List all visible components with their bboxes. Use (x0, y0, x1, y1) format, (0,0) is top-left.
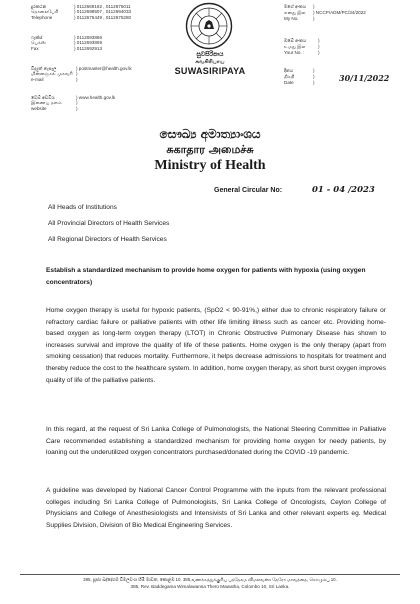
my-number-value: ) (313, 16, 315, 22)
reference-label: உமது இல (284, 44, 306, 50)
your-number-value: ) (318, 38, 320, 43)
email-value: ) postmaster@health.gov.lk (76, 66, 132, 71)
contact-label: Telephone (31, 14, 53, 20)
circular-label: General Circular No: (214, 187, 283, 194)
addressee-line: All Regional Directors of Health Services (48, 236, 167, 243)
footer-address-local: 385, පූජ්‍ය බද්දේගම විමලවංශ හිමි මාවත, කොළඹ 10. 385,வணக்கத்துக்குரிய பத்தேகம விமலவன்ச தேரோ மாவத்தை, கொழும்பு 10. (83, 577, 337, 582)
ministry-title-english: Ministry of Health (154, 158, 266, 173)
fax-value: ) 0112693866 (74, 35, 103, 40)
contact-label: தொலைபேசி (31, 9, 59, 15)
ministry-name-sinhala-small: සුවසිරිපාය (196, 51, 224, 58)
ministry-title-sinhala: සෞඛ්‍ය අමාත්‍යාංශය (159, 127, 261, 141)
footer-divider (20, 574, 400, 575)
date-label: Date (284, 80, 294, 86)
your-number-value: ) (318, 44, 320, 50)
date-value: ) (313, 80, 315, 86)
ministry-title-tamil: சுகாதார அமைச்சு (166, 143, 254, 156)
subject-heading: Establish a standardized mechanism to provide home oxygen for patients with hypoxia (using oxygen concentrators) (46, 267, 366, 286)
website-value: ) www.health.gov.lk (76, 95, 116, 100)
my-number-value: ) NCCP/ADM/PC/34/2022 (313, 10, 366, 16)
reference-label: எனது இல (284, 10, 306, 16)
telephone-value: ) 0112675449 , 0112675280 (74, 14, 132, 20)
contact-label: பெக்ஸ் (31, 40, 46, 46)
date-value: ) (313, 74, 315, 80)
body-paragraph: Home oxygen therapy is useful for hypoxic patients, (SpO2 < 90-91%,) either due to chronic respiratory failure or refractory cardiac failure or palliative patients with other life limiting illness such as cancer etc. Providing home-based oxygen as long-term oxygen therapy (LTOT) in Chronic Obstructive Pulmonary Disease has shown to increases survival and improve the quality of life of these patients. Home oxygen is the only therapy (apart from smoking cessation) that reduces mortality. Furthermore, it helps decrease admissions to hospitals for treatment and thereby reduce the cost to the healthcare system. In addition, home oxygen therapy, as short burst oxygen improves quality of life of the palliative patients. (46, 307, 386, 384)
contact-label: ෆැක්ස් (31, 35, 43, 40)
telephone-value: ) 0112669192 , 0112675011 (74, 4, 131, 9)
contact-label: இணைய தளம் (31, 100, 62, 106)
date-label: திகதி (284, 74, 295, 80)
website-value: ) (76, 100, 78, 106)
reference-label: ඔබේ අංකය (284, 38, 307, 43)
contact-label: மின்னஞ்சல் முகவரி (31, 71, 73, 77)
contact-label: e-mail (31, 76, 44, 82)
ministry-name-tamil-small: சுவசிரிபாய (195, 59, 225, 65)
contact-label: Fax (31, 45, 39, 51)
body-paragraph: A guideline was developed by National Cancer Control Programme with the inputs from the relevant professional colleges including Sri Lanka College of Pulmonologists, Sri Lanka College of Oncologists, Ceylon College of Physicians and College of Anesthesiologists and Intensivists of Sri Lanka and other relevant experts eg. Medical Supplies Division, Division of Bio Medical Engineering Services. (46, 487, 386, 529)
reference-label: මගේ අංකය (284, 4, 307, 9)
contact-label: website (31, 105, 47, 111)
addressee-line: All Heads of Institutions (48, 204, 117, 211)
circular-number-handwritten: 01 - 04 /2023 (312, 185, 375, 195)
state-emblem-seal (185, 2, 233, 50)
ministry-name-english-small: SUWASIRIPAYA (174, 66, 246, 76)
email-value: ) (76, 76, 78, 82)
footer-address-english: 385, Rev. Baddegama Wimalawansa Thero Mawatha, Colombo 10, Sri Lanka. (130, 584, 290, 589)
date-label: දිනය (284, 68, 294, 73)
date-value: ) (313, 68, 315, 73)
telephone-value: ) 0112698507 , 0112694033 (74, 9, 132, 15)
fax-value: ) 0112692913 (74, 45, 103, 51)
fax-value: ) 0112693869 (74, 40, 103, 46)
your-number-value: ) (318, 50, 320, 56)
my-number-value: ) (313, 4, 315, 9)
email-value: ) (76, 71, 78, 77)
contact-label: දුරකථන (31, 4, 47, 9)
handwritten-date: 30/11/2022 (339, 73, 390, 83)
contact-label: වෙබ් අඩවිය (31, 95, 55, 100)
website-value: ) (76, 105, 78, 111)
reference-label: My No. (284, 16, 299, 22)
reference-label: Your No. : (284, 50, 305, 56)
addressee-line: All Provincial Directors of Health Services (48, 220, 170, 227)
contact-label: විද්‍යුත් තැපෑල (31, 66, 57, 71)
body-paragraph: In this regard, at the request of Sri Lanka College of Pulmonologists, the National Steering Committee in Palliative Care recommended establishing a standardized mechanism for providing home oxygen for needy patients, by loaning out the underutilized oxygen concentrators purchased/donated during the COVID -19 pandemic. (46, 426, 386, 457)
